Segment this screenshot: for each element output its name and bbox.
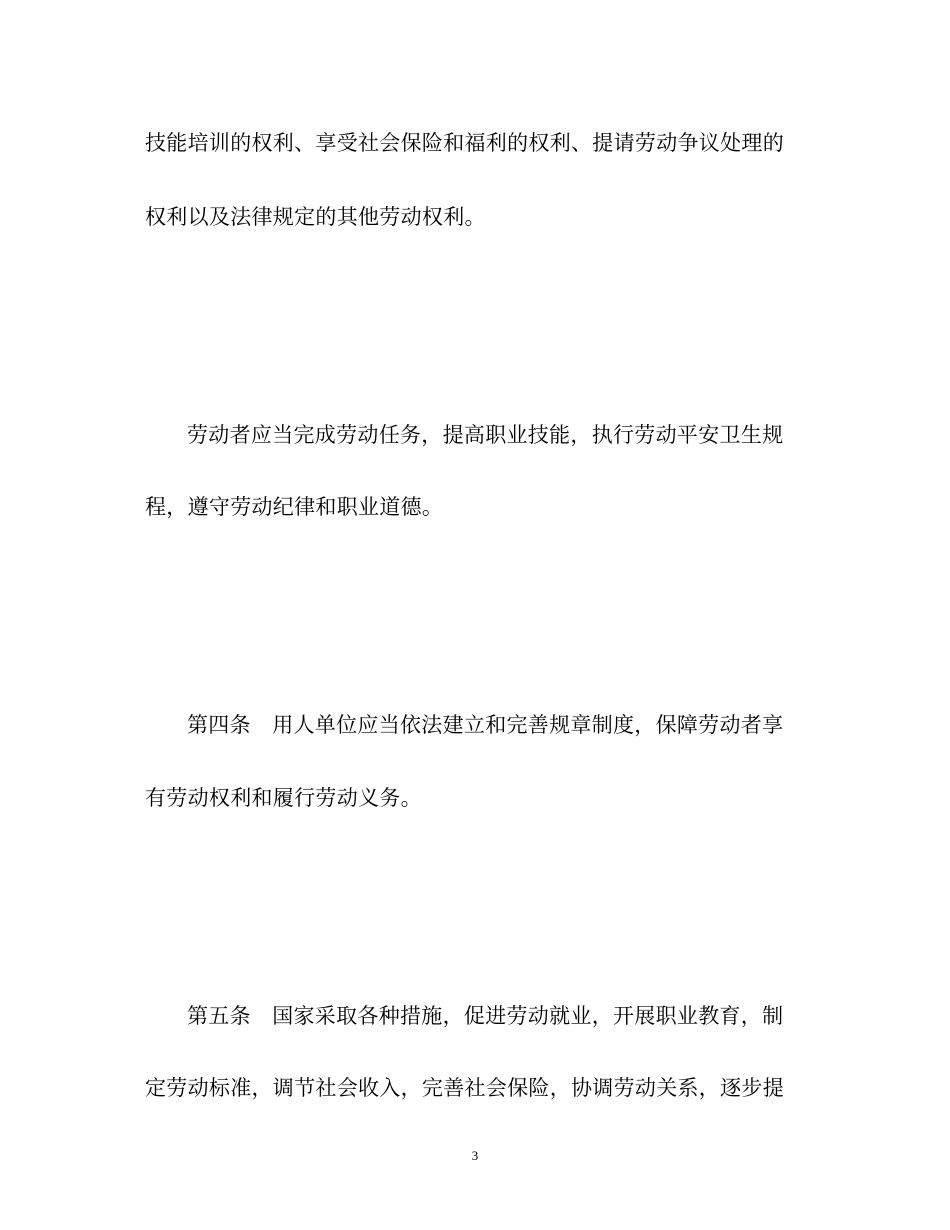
paragraph-2-line-1: 劳动者应当完成劳动任务，提高职业技能，执行劳动平安卫生规 [187,423,784,447]
page-number: 3 [471,1148,479,1163]
paragraph-1-line-1: 技能培训的权利、享受社会保险和福利的权利、提请劳动争议处理的 [145,131,784,155]
article-5-line-2: 定劳动标准，调节社会收入，完善社会保险，协调劳动关系，逐步提 [145,1076,784,1100]
article-4-line-2: 有劳动权利和履行劳动义务。 [145,786,422,810]
article-4-line-1: 第四条 用人单位应当依法建立和完善规章制度，保障劳动者享 [187,713,784,737]
paragraph-2-line-2: 程，遵守劳动纪律和职业道德。 [145,495,444,519]
article-5-line-1: 第五条 国家采取各种措施，促进劳动就业，开展职业教育，制 [187,1004,784,1028]
paragraph-1-line-2: 权利以及法律规定的其他劳动权利。 [145,205,486,229]
